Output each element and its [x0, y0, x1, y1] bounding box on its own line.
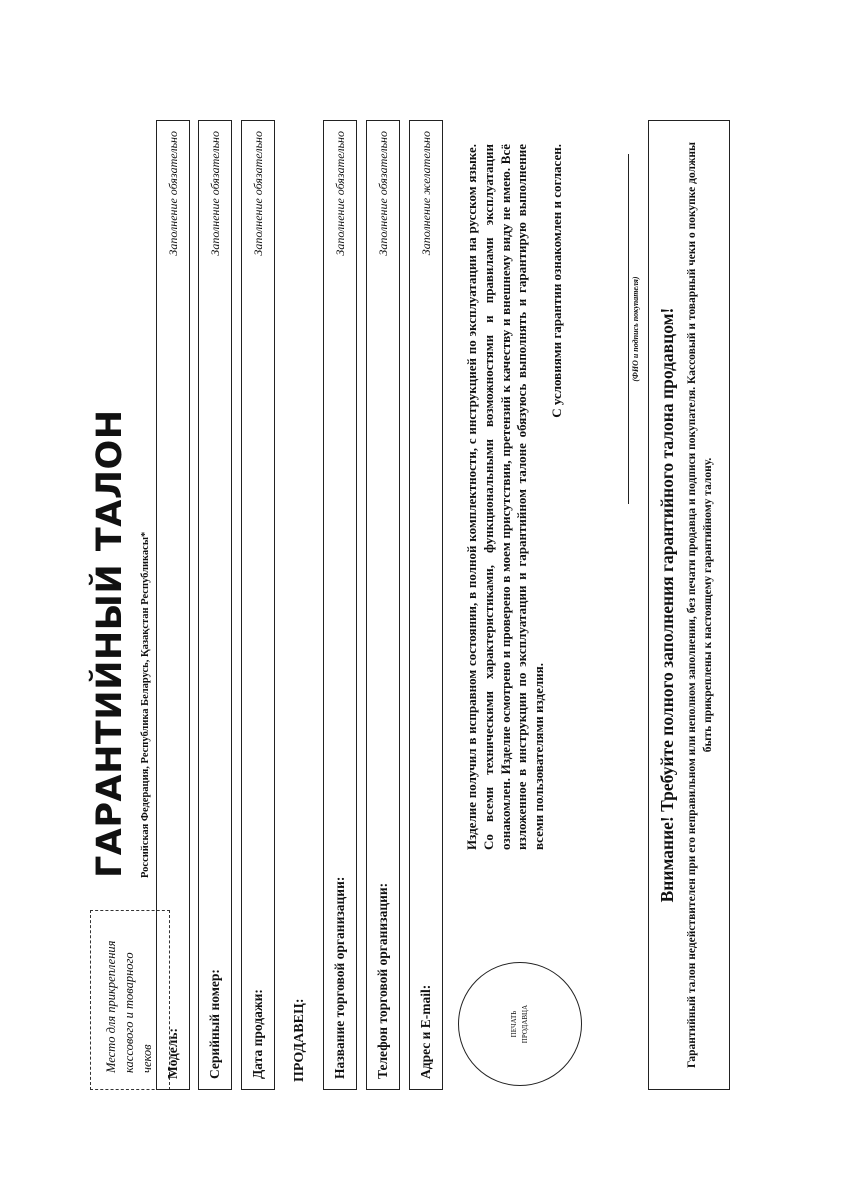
model-label: Модель: [165, 1028, 180, 1079]
org-phone-note: Заполнение обязательно [375, 131, 390, 256]
address-email-field[interactable] [409, 120, 443, 1090]
serial-number-label: Серийный номер: [207, 969, 222, 1079]
sale-date-label: Дата продажи: [250, 989, 265, 1079]
stamp-label-line2: ПРОДАВЦА [521, 1004, 529, 1044]
address-email-note: Заполнение желательно [418, 131, 433, 256]
warning-box [648, 120, 730, 1090]
warning-title: Внимание! Требуйте полного заполнения гарантийного талона продавцом! [657, 307, 677, 903]
page-title: ГАРАНТИЙНЫЙ ТАЛОН [90, 409, 130, 878]
buyer-statement: Изделие получил в исправном состоянии, в полной комплектности, с инструкцией по эксплуатации на русском языке. Со всеми техническими характеристиками, функциональными возможностями и правилами эксплуатации ознакомлен. Изделие осмотрено и проверено в моем присутствии, претензий к качеству и внешнему виду не имею. Всё изложенное в инструкции по эксплуатации и гарантийном талоне обязуюсь выполнять и гарантирую выполнение всеми пользователями изделия. [464, 144, 547, 850]
serial-number-field[interactable] [198, 120, 232, 1090]
buyer-signature-line[interactable] [628, 154, 629, 504]
sale-date-note: Заполнение обязательно [250, 131, 265, 256]
terms-agreement: С условиями гарантии ознакомлен и согласен. [549, 144, 564, 418]
page-subtitle: Российская Федерация, Республика Беларусь, Қазақстан Республикасы* [140, 531, 151, 878]
org-name-note: Заполнение обязательно [332, 131, 347, 256]
org-phone-field[interactable] [366, 120, 400, 1090]
address-email-label: Адрес и E-mail: [418, 984, 433, 1079]
stamp-label-line1: ПЕЧАТЬ [510, 1010, 518, 1038]
org-phone-label: Телефон торговой организации: [375, 882, 390, 1079]
warning-body: Гарантийный талон недействителен при его неправильном или неполном заполнении, без печати продавца и подписи покупателя. Кассовый и товарный чеки о покупке должны быть прикреплены к настоящему гарантийному талону. [686, 142, 714, 1068]
org-name-label: Название торговой организации: [332, 876, 347, 1079]
seller-stamp-area [458, 962, 582, 1086]
org-name-field[interactable] [323, 120, 357, 1090]
receipt-attachment-area: Место для прикрепления кассового и товарного чеков [90, 910, 170, 1090]
warranty-card [60, 110, 740, 1090]
model-note: Заполнение обязательно [165, 131, 180, 256]
model-field[interactable] [156, 120, 190, 1090]
buyer-signature-caption: (ФИО и подпись покупателя) [631, 276, 640, 382]
serial-number-note: Заполнение обязательно [207, 131, 222, 256]
seller-heading: ПРОДАВЕЦ: [292, 998, 307, 1082]
sale-date-field[interactable] [241, 120, 275, 1090]
